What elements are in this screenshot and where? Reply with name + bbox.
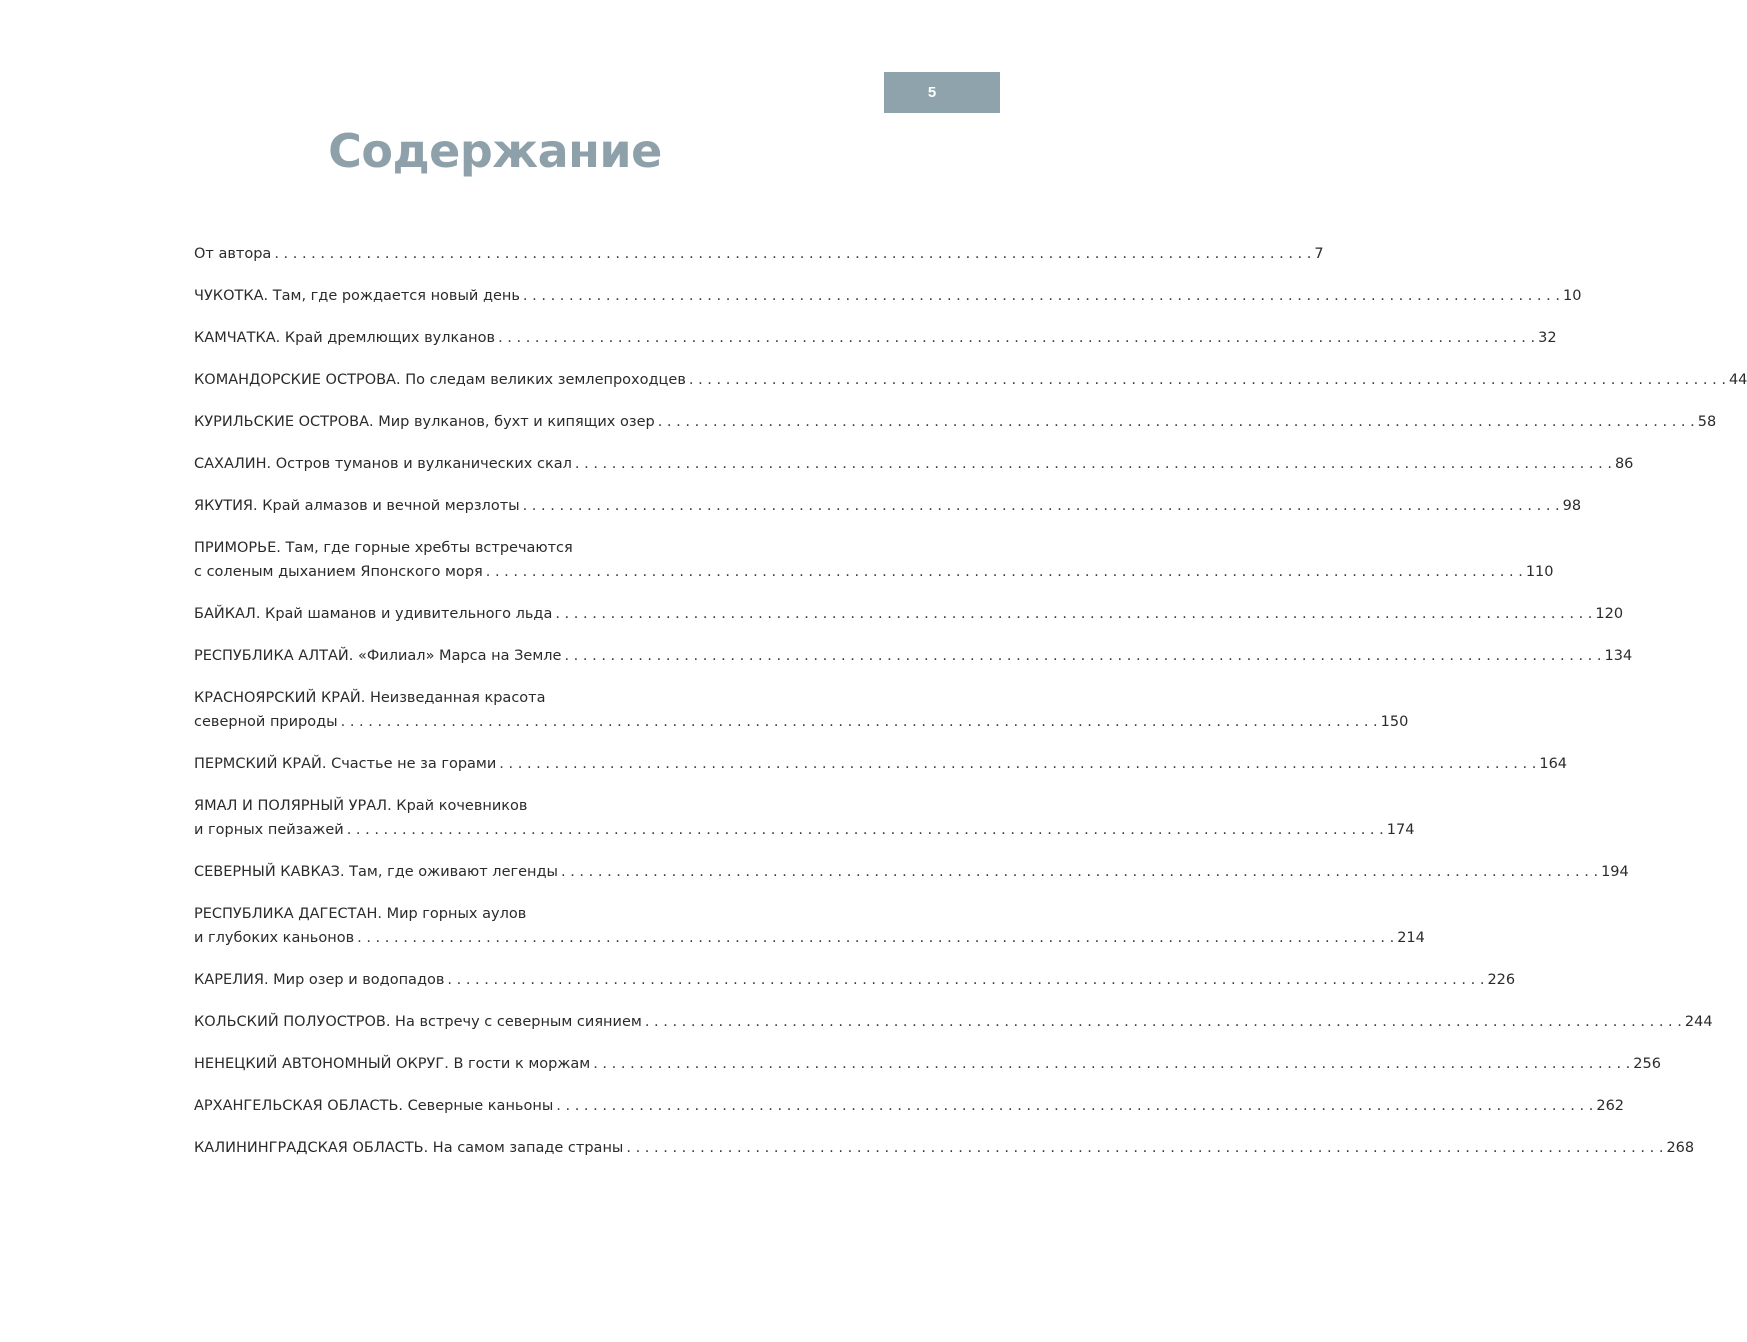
toc-entry-title: СЕВЕРНЫЙ КАВКАЗ. Там, где оживают легенды (194, 864, 558, 880)
dot-leader (274, 242, 1311, 266)
dot-leader (341, 710, 1378, 734)
toc-entry-line (194, 560, 1554, 584)
toc-entry (194, 1136, 1695, 1160)
dot-leader (499, 752, 1536, 776)
toc-entry-line (194, 1136, 1695, 1160)
toc-entry-title: ЯМАЛ И ПОЛЯРНЫЙ УРАЛ. Край кочевников (194, 798, 528, 814)
toc-entry (194, 902, 1425, 950)
toc-entry-page: 98 (1562, 498, 1582, 514)
toc-entry-line (194, 242, 1324, 266)
toc-entry (194, 644, 1633, 668)
toc-entry-title: и горных пейзажей (194, 822, 344, 838)
toc-entry-line (194, 1094, 1625, 1118)
toc-entry-page: 262 (1596, 1098, 1625, 1114)
toc-entry-page: 244 (1684, 1014, 1713, 1030)
toc-entry-title: КОЛЬСКИЙ ПОЛУОСТРОВ. На встречу с северным сиянием (194, 1014, 642, 1030)
toc-entry-line (194, 968, 1516, 992)
toc-entry-line (194, 752, 1568, 776)
toc-entry (194, 752, 1568, 776)
toc-entry-page: 110 (1525, 564, 1554, 580)
toc-entry-line (194, 368, 1747, 392)
dot-leader (447, 968, 1484, 992)
toc-entry-page: 134 (1604, 648, 1633, 664)
toc-entry-line (194, 644, 1633, 668)
toc-entry-title: РЕСПУБЛИКА АЛТАЙ. «Филиал» Марса на Земле (194, 648, 562, 664)
toc-entry-title: КОМАНДОРСКИЕ ОСТРОВА. По следам великих землепроходцев (194, 372, 686, 388)
toc-entry-line (194, 860, 1629, 884)
toc-entry-title: ЧУКОТКА. Там, где рождается новый день (194, 288, 520, 304)
dot-leader (575, 452, 1612, 476)
toc-entry-line (194, 536, 784, 560)
toc-entry-page: 194 (1601, 864, 1629, 880)
toc-entry (194, 368, 1747, 392)
toc-entry-title: КУРИЛЬСКИЕ ОСТРОВА. Мир вулканов, бухт и кипящих озер (194, 414, 655, 430)
toc-entry-title: с соленым дыханием Японского моря (194, 564, 483, 580)
dot-leader (556, 1094, 1593, 1118)
toc-entry-title: ПРИМОРЬЕ. Там, где горные хребты встречаются (194, 540, 573, 556)
toc-entry (194, 326, 1557, 350)
toc-entry (194, 536, 1554, 584)
toc-entry-line (194, 452, 1634, 476)
toc-entry-title: и глубоких каньонов (194, 930, 355, 946)
dot-leader (357, 926, 1394, 950)
toc-entry-page: 10 (1562, 288, 1582, 304)
toc-entry-line (194, 494, 1582, 518)
dot-leader (561, 860, 1598, 884)
toc-entry-page: 256 (1633, 1056, 1661, 1072)
dot-leader (626, 1136, 1663, 1160)
toc-entry-line (194, 284, 1582, 308)
dot-leader (498, 326, 1535, 350)
toc-entry-line (194, 410, 1717, 434)
toc-entry-page: 44 (1728, 372, 1747, 388)
toc-entry-title: северной природы (194, 714, 338, 730)
toc-entry-title: НЕНЕЦКИЙ АВТОНОМНЫЙ ОКРУГ. В гости к моржам (194, 1056, 591, 1072)
toc-entry-title: ПЕРМСКИЙ КРАЙ. Счастье не за горами (194, 756, 497, 772)
toc-entry-title: САХАЛИН. Остров туманов и вулканических скал (194, 456, 572, 472)
toc-entry-title: АРХАНГЕЛЬСКАЯ ОБЛАСТЬ. Северные каньоны (194, 1098, 554, 1114)
toc-entry-title: КРАСНОЯРСКИЙ КРАЙ. Неизведанная красота (194, 690, 546, 706)
toc-entry-line (194, 686, 784, 710)
toc-entry (194, 242, 1324, 266)
toc-entry-page: 120 (1595, 606, 1624, 622)
toc-entry-line (194, 926, 1425, 950)
toc-entry (194, 1052, 1661, 1076)
toc-entry-page: 150 (1380, 714, 1409, 730)
toc-entry-line (194, 1010, 1713, 1034)
toc-entry-page: 214 (1397, 930, 1425, 946)
toc-entry (194, 452, 1634, 476)
toc-entry-title: БАЙКАЛ. Край шаманов и удивительного льда (194, 606, 553, 622)
toc-entry (194, 968, 1516, 992)
dot-leader (523, 284, 1560, 308)
toc-entry (194, 602, 1624, 626)
page-number: 5 (927, 84, 937, 101)
toc-entry-page: 226 (1487, 972, 1516, 988)
dot-leader (555, 602, 1592, 626)
toc-entry-line (194, 1052, 1661, 1076)
toc-entry-line (194, 902, 784, 926)
toc-entry (194, 494, 1582, 518)
toc-entry (194, 410, 1717, 434)
toc-entry-page: 32 (1538, 330, 1557, 346)
toc-entry-page: 86 (1614, 456, 1634, 472)
toc-entry (194, 1010, 1713, 1034)
toc-entry-page: 174 (1386, 822, 1415, 838)
toc-entry-line (194, 710, 1409, 734)
toc-entry (194, 686, 1409, 734)
page-number-tab (884, 72, 1000, 113)
toc-entry-page: 164 (1539, 756, 1568, 772)
table-of-contents (194, 242, 1747, 1178)
toc-entry-page: 7 (1314, 246, 1324, 262)
dot-leader (523, 494, 1560, 518)
toc-entry-title: КАМЧАТКА. Край дремлющих вулканов (194, 330, 496, 346)
toc-entry-page: 268 (1666, 1140, 1695, 1156)
toc-entry-line (194, 602, 1624, 626)
toc-entry (194, 1094, 1625, 1118)
dot-leader (486, 560, 1523, 584)
page-title: Содержание (328, 124, 662, 178)
toc-entry (194, 284, 1582, 308)
toc-entry-title: От автора (194, 246, 272, 262)
dot-leader (645, 1010, 1682, 1034)
toc-entry-line (194, 794, 784, 818)
toc-entry-title: ЯКУТИЯ. Край алмазов и вечной мерзлоты (194, 498, 520, 514)
toc-entry-line (194, 326, 1557, 350)
dot-leader (347, 818, 1384, 842)
dot-leader (564, 644, 1601, 668)
dot-leader (689, 368, 1726, 392)
toc-entry-page: 58 (1697, 414, 1717, 430)
dot-leader (658, 410, 1695, 434)
dot-leader (593, 1052, 1630, 1076)
toc-entry-title: КАРЕЛИЯ. Мир озер и водопадов (194, 972, 445, 988)
toc-entry (194, 860, 1629, 884)
toc-entry-title: РЕСПУБЛИКА ДАГЕСТАН. Мир горных аулов (194, 906, 527, 922)
toc-entry (194, 794, 1415, 842)
toc-entry-line (194, 818, 1415, 842)
toc-entry-title: КАЛИНИНГРАДСКАЯ ОБЛАСТЬ. На самом западе страны (194, 1140, 624, 1156)
